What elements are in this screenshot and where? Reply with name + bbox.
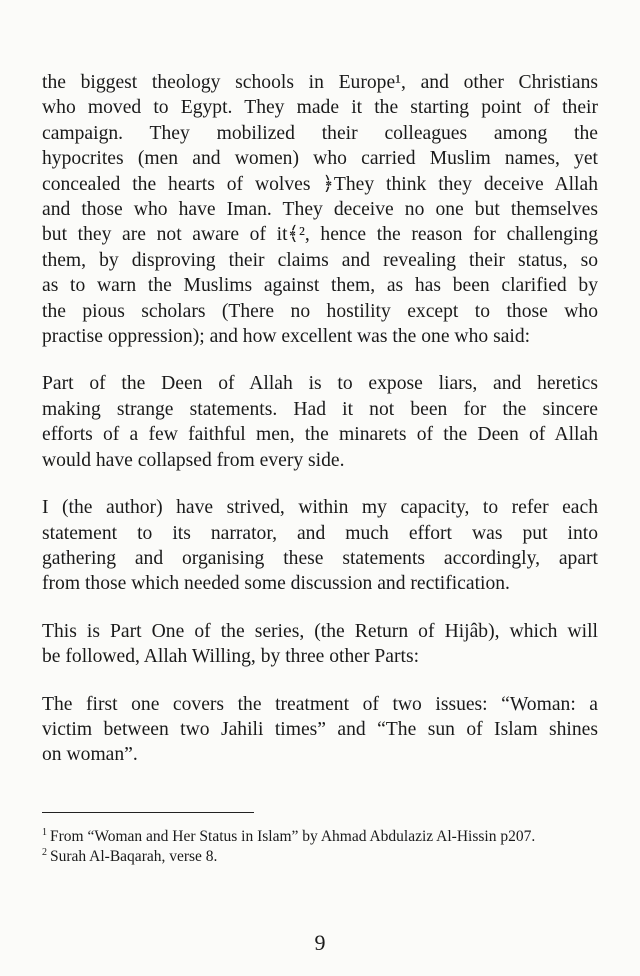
text-line: making strange statements. Had it not been for the sincere xyxy=(42,398,598,420)
text-line: but they are not aware of it﴾², hence the reason for challenging xyxy=(42,224,598,246)
text-line: efforts of a few faithful men, the minarets of the Deen of Allah xyxy=(42,424,598,446)
text-line: hypocrites (men and women) who carried Muslim names, yet xyxy=(42,148,598,170)
paragraph-3 xyxy=(42,495,598,597)
footnote-number: 2 xyxy=(42,846,47,858)
text-line: Part of the Deen of Allah is to expose liars, and heretics xyxy=(42,373,598,395)
text-line: victim between two Jahili times” and “The sun of Islam shines xyxy=(42,718,598,740)
footnotes xyxy=(42,828,598,868)
text-line: concealed the hearts of wolves ﴿They think they deceive Allah xyxy=(42,173,598,195)
footnote-text: Surah Al-Baqarah, verse 8. xyxy=(50,848,218,865)
text-line: the pious scholars (There no hostility except to those who xyxy=(42,300,598,322)
text-line: would have collapsed from every side. xyxy=(42,449,345,471)
text-line: on woman”. xyxy=(42,744,138,766)
paragraph-5 xyxy=(42,692,598,768)
text-line: statement to its narrator, and much effort was put into xyxy=(42,522,598,544)
footnote-number: 1 xyxy=(42,826,47,838)
text-line: as to warn the Muslims against them, as has been clarified by xyxy=(42,275,598,297)
text-line: and those who have Iman. They deceive no one but themselves xyxy=(42,199,598,221)
footnote-2 xyxy=(42,848,598,866)
text-line: who moved to Egypt. They made it the starting point of their xyxy=(42,97,598,119)
paragraph-2 xyxy=(42,371,598,473)
text-line: the biggest theology schools in Europe¹, and other Christians xyxy=(42,72,598,93)
text-line: them, by disproving their claims and revealing their status, so xyxy=(42,249,598,271)
text-line: gathering and organising these statements accordingly, apart xyxy=(42,547,598,569)
page-number: 9 xyxy=(314,930,326,955)
main-text xyxy=(42,70,598,790)
text-line: campaign. They mobilized their colleagues among the xyxy=(42,122,598,144)
text-line: This is Part One of the series, (the Return of Hijâb), which will xyxy=(42,620,598,642)
text-line: The first one covers the treatment of two issues: “Woman: a xyxy=(42,693,598,715)
footnote-text: From “Woman and Her Status in Islam” by Ahmad Abdulaziz Al-Hissin p207. xyxy=(50,828,536,845)
footnote-divider xyxy=(42,812,254,813)
text-line: practise oppression); and how excellent was the one who said: xyxy=(42,326,531,348)
paragraph-4 xyxy=(42,619,598,670)
text-line: from those which needed some discussion and rectification. xyxy=(42,573,510,595)
text-line: be followed, Allah Willing, by three other Parts: xyxy=(42,646,420,668)
paragraph-1 xyxy=(42,70,598,349)
footnote-1 xyxy=(42,828,598,846)
text-line: I (the author) have strived, within my capacity, to refer each xyxy=(42,497,598,519)
